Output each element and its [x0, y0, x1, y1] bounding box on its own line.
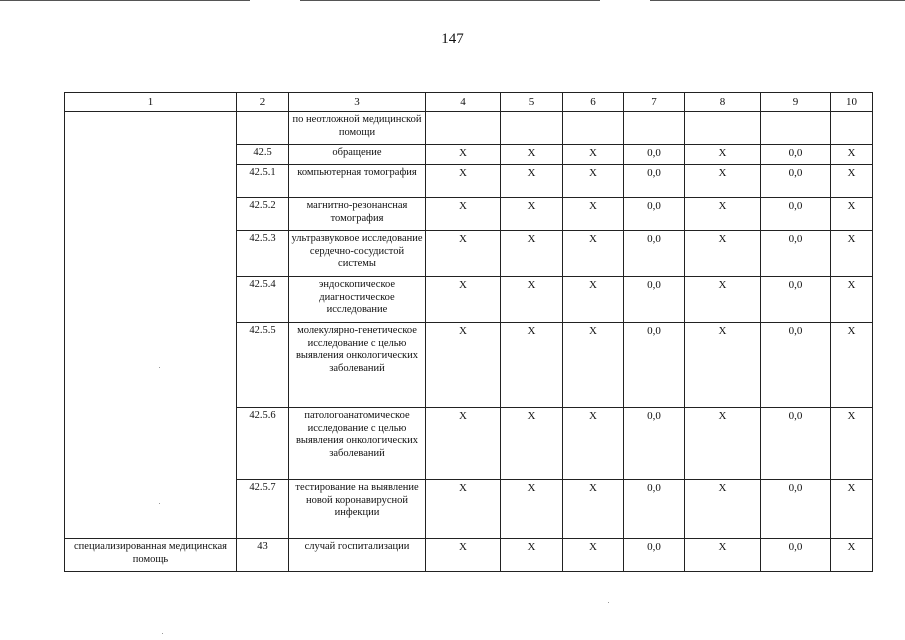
- column-header: 5: [501, 93, 563, 112]
- column-header: 2: [237, 93, 289, 112]
- row-name: обращение: [289, 145, 426, 165]
- column-header: 4: [426, 93, 501, 112]
- cell-col-8: Х: [685, 323, 761, 408]
- cell-col-7: 0,0: [624, 198, 685, 231]
- cell-col-10: Х: [831, 408, 873, 480]
- row-name: тестирование на выявление новой коронавирусной инфекции: [289, 480, 426, 539]
- scan-speck: [159, 503, 160, 504]
- table-row: [65, 539, 873, 572]
- cell-col-4: Х: [426, 165, 501, 198]
- cell-col-9: 0,0: [761, 198, 831, 231]
- top-border-artifact: [0, 0, 905, 2]
- cell-col-9: 0,0: [761, 165, 831, 198]
- cell-col-10: Х: [831, 277, 873, 323]
- cell-col-6: Х: [563, 323, 624, 408]
- cell-col-4: Х: [426, 408, 501, 480]
- cell-col-6: Х: [563, 198, 624, 231]
- column-header: 3: [289, 93, 426, 112]
- cell-col-4: Х: [426, 198, 501, 231]
- cell-col-10: Х: [831, 145, 873, 165]
- cell-col-4: Х: [426, 480, 501, 539]
- row-code: 42.5.4: [237, 277, 289, 323]
- cell-col-8: Х: [685, 165, 761, 198]
- column-header: 8: [685, 93, 761, 112]
- cell-col-6: Х: [563, 539, 624, 572]
- cell-col-6: Х: [563, 408, 624, 480]
- cell-col-9: 0,0: [761, 277, 831, 323]
- cell-col-8: Х: [685, 539, 761, 572]
- cell-col-9: 0,0: [761, 539, 831, 572]
- cell-col-10: Х: [831, 480, 873, 539]
- cell-col-6: Х: [563, 165, 624, 198]
- cell-col-6: Х: [563, 480, 624, 539]
- cell-col-10: Х: [831, 165, 873, 198]
- cell-col-5: Х: [501, 165, 563, 198]
- row-name: молекулярно-генетическое исследование с целью выявления онкологических заболеваний: [289, 323, 426, 408]
- cell-col-8: [685, 112, 761, 145]
- cell-col-9: 0,0: [761, 480, 831, 539]
- cell-col-7: 0,0: [624, 539, 685, 572]
- cell-col-5: Х: [501, 539, 563, 572]
- cell-col-4: Х: [426, 539, 501, 572]
- cell-col-4: Х: [426, 323, 501, 408]
- cell-col-5: Х: [501, 198, 563, 231]
- cell-col-5: Х: [501, 323, 563, 408]
- row-code: 42.5.5: [237, 323, 289, 408]
- cell-col-5: Х: [501, 408, 563, 480]
- column-header: 6: [563, 93, 624, 112]
- cell-col-5: [501, 112, 563, 145]
- page-number: 147: [441, 31, 464, 47]
- row-code: 42.5.6: [237, 408, 289, 480]
- cell-col-5: Х: [501, 231, 563, 277]
- cell-col-8: Х: [685, 198, 761, 231]
- cell-col-6: Х: [563, 277, 624, 323]
- group-label-cell: [65, 112, 237, 539]
- row-name: ультразвуковое исследование сердечно-сосудистой системы: [289, 231, 426, 277]
- table-header-row: [65, 93, 873, 112]
- cell-col-6: Х: [563, 231, 624, 277]
- row-name: по неотложной медицинской помощи: [289, 112, 426, 145]
- cell-col-6: Х: [563, 145, 624, 165]
- column-header: 1: [65, 93, 237, 112]
- cell-col-10: [831, 112, 873, 145]
- row-name: случай госпитализации: [289, 539, 426, 572]
- table-row: [65, 112, 873, 145]
- row-code: 42.5.7: [237, 480, 289, 539]
- column-header: 9: [761, 93, 831, 112]
- cell-col-9: 0,0: [761, 231, 831, 277]
- cell-col-7: 0,0: [624, 277, 685, 323]
- row-name: компьютерная томография: [289, 165, 426, 198]
- cell-col-8: Х: [685, 145, 761, 165]
- cell-col-4: Х: [426, 277, 501, 323]
- cell-col-9: 0,0: [761, 408, 831, 480]
- cell-col-8: Х: [685, 408, 761, 480]
- cell-col-9: [761, 112, 831, 145]
- row-code: 43: [237, 539, 289, 572]
- cell-col-10: Х: [831, 231, 873, 277]
- row-code: [237, 112, 289, 145]
- row-code: 42.5: [237, 145, 289, 165]
- cell-col-10: Х: [831, 198, 873, 231]
- cell-col-7: 0,0: [624, 231, 685, 277]
- cell-col-5: Х: [501, 145, 563, 165]
- row-name: патологоанатомическое исследование с целью выявления онкологических заболеваний: [289, 408, 426, 480]
- row-name: эндоскопическое диагностическое исследование: [289, 277, 426, 323]
- cell-col-7: 0,0: [624, 408, 685, 480]
- cell-col-10: Х: [831, 539, 873, 572]
- cell-col-8: Х: [685, 277, 761, 323]
- cell-col-7: [624, 112, 685, 145]
- cell-col-7: 0,0: [624, 480, 685, 539]
- cell-col-4: [426, 112, 501, 145]
- column-header: 7: [624, 93, 685, 112]
- column-header: 10: [831, 93, 873, 112]
- row-code: 42.5.2: [237, 198, 289, 231]
- cell-col-7: 0,0: [624, 323, 685, 408]
- scan-speck: [159, 367, 160, 368]
- scan-speck: [608, 602, 609, 603]
- cell-col-5: Х: [501, 277, 563, 323]
- cell-col-7: 0,0: [624, 145, 685, 165]
- cell-col-6: [563, 112, 624, 145]
- cell-col-10: Х: [831, 323, 873, 408]
- cell-col-9: 0,0: [761, 323, 831, 408]
- cell-col-7: 0,0: [624, 165, 685, 198]
- cell-col-4: Х: [426, 145, 501, 165]
- row-code: 42.5.3: [237, 231, 289, 277]
- cell-col-9: 0,0: [761, 145, 831, 165]
- care-type-label: специализированная медицинская помощь: [65, 539, 237, 572]
- cell-col-5: Х: [501, 480, 563, 539]
- cell-col-4: Х: [426, 231, 501, 277]
- cell-col-8: Х: [685, 231, 761, 277]
- row-name: магнитно-резонансная томография: [289, 198, 426, 231]
- data-table: [64, 92, 873, 572]
- cell-col-8: Х: [685, 480, 761, 539]
- row-code: 42.5.1: [237, 165, 289, 198]
- scan-speck: [162, 633, 163, 634]
